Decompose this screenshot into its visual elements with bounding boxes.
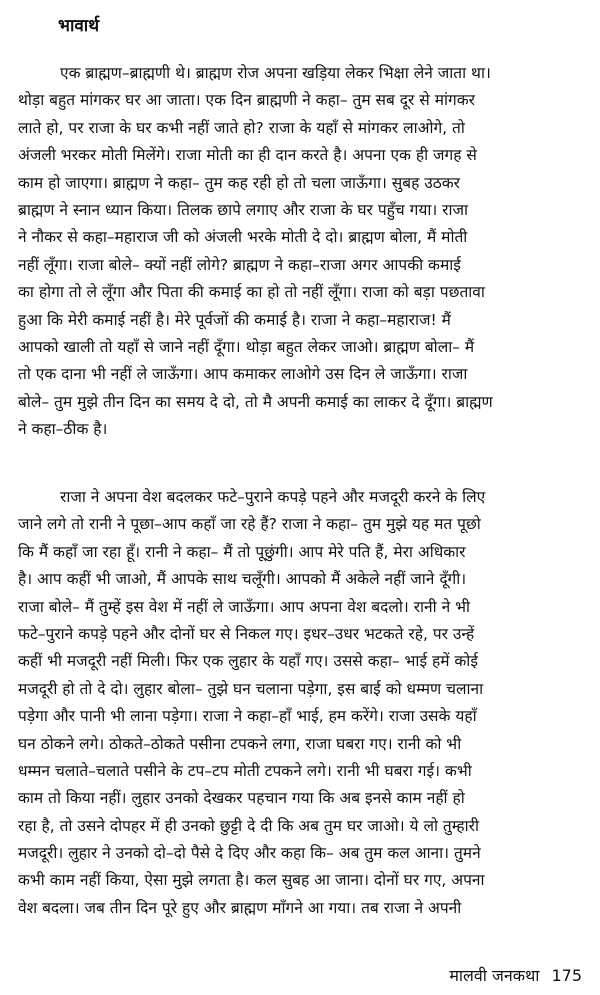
text-line: है। आप कहीं भी जाओ, मैं आपके साथ चलूँगी। आपको मैं अकेले नहीं जाने दूँगी।	[18, 570, 467, 589]
text-line: नहीं लूँगा। राजा बोले– क्यों नहीं लोगे? ब्राह्मण ने कहा–राजा अगर आपकी कमाई	[18, 255, 461, 274]
text-line: वेश बदला। जब तीन दिन पूरे हुए और ब्राह्मण माँगने आ गया। तब राजा ने अपनी	[18, 898, 462, 917]
text-line: धम्मन चलाते–चलाते पसीने के टप–टप मोती टपकने लगे। रानी भी घबरा गई। कभी	[18, 761, 472, 780]
text-line: काम तो किया नहीं। लुहार उनको देखकर पहचान गया कि अब इनसे काम नहीं हो	[18, 789, 465, 808]
text-line: फटे–पुराने कपड़े पहने और दोनों घर से निकल गए। इधर–उधर भटकते रहे, पर उन्हें	[18, 624, 475, 643]
section-heading: भावार्थ	[58, 16, 100, 36]
page-number: 175	[551, 966, 582, 985]
text-line: कि मैं कहाँ जा रहा हूँ। रानी ने कहा– मैं तो पूछुंगी। आप मेरे पति हैं, मेरा अधिकार	[18, 542, 466, 561]
text-line: कभी काम नहीं किया, ऐसा मुझे लगता है। कल सुबह आ जाना। दोनों घर गए, अपना	[18, 871, 485, 890]
text-line: एक ब्राह्मण–ब्राह्मणी थे। ब्राह्मण रोज अपना खड़िया लेकर भिक्षा लेने जाता था।	[60, 64, 491, 82]
paragraph-1	[18, 60, 584, 443]
text-line: जाने लगे तो रानी ने पूछा–आप कहाँ जा रहे हैं? राजा ने कहा– तुम मुझे यह मत पूछो	[18, 515, 481, 534]
text-line: मजदूरी। लुहार ने उनको दो–दो पैसे दे दिए और कहा कि– अब तुम कल आना। तुमने	[18, 844, 481, 863]
page-footer	[449, 966, 582, 986]
text-line: ने कहा–ठीक है।	[18, 420, 108, 439]
text-line: घन ठोकने लगे। ठोकते–ठोकते पसीना टपकने लगा, राजा घबरा गए। रानी को भी	[18, 734, 462, 753]
text-line: बोले– तुम मुझे तीन दिन का समय दे दो, तो मै अपनी कमाई का लाकर दे दूँगा। ब्राह्मण	[18, 392, 493, 411]
text-line: रहा है, तो उसने दोपहर में ही उनको छुट्टी दे दी कि अब तुम घर जाओ। ये लो तुम्हारी	[18, 816, 480, 835]
book-title: मालवी जनकथा	[449, 966, 540, 985]
text-line: थोड़ा बहुत मांगकर घर आ जाता। एक दिन ब्राह्मणी ने कहा– तुम सब दूर से मांगकर	[18, 91, 475, 110]
paragraph-2	[18, 484, 584, 922]
text-line: ने नौकर से कहा–महाराज जी को अंजली भरके मोती दे दो। ब्राह्मण बोला, मैं मोती	[18, 228, 468, 247]
text-line: हुआ कि मेरी कमाई नहीं है। मेरे पूर्वजों की कमाई है। राजा ने कहा–महाराज! मैं	[18, 310, 451, 329]
text-line: लाते हो, पर राजा के घर कभी नहीं जाते हो? राजा के यहाँ से मांगकर लाओगे, तो	[18, 118, 465, 137]
text-line: आपको खाली तो यहाँ से जाने नहीं दूँगा। थोड़ा बहुत लेकर जाओ। ब्राह्मण बोला– मैं	[18, 337, 475, 356]
text-line: काम हो जाएगा। ब्राह्मण ने कहा– तुम कह रही हो तो चला जाऊँगा। सुबह उठकर	[18, 173, 460, 192]
text-line: अंजली भरकर मोती मिलेंगे। राजा मोती का ही दान करते है। अपना एक ही जगह से	[18, 146, 477, 165]
text-line: मजदूरी हो तो दे दो। लुहार बोला– तुझे घन चलाना पड़ेगा, इस बाई को धम्मण चलाना	[18, 679, 484, 698]
text-line: का होगा तो ले लूँगा और पिता की कमाई का हो तो नहीं लूँगा। राजा को बड़ा पछतावा	[18, 283, 485, 302]
text-line: ब्राह्मण ने स्नान ध्यान किया। तिलक छापे लगाए और राजा के घर पहुँच गया। राजा	[18, 200, 469, 219]
text-line: पड़ेगा और पानी भी लाना पड़ेगा। राजा ने कहा–हाँ भाई, हम करेंगे। राजा उसके यहाँ	[18, 707, 477, 726]
text-line: राजा ने अपना वेश बदलकर फटे–पुराने कपड़े पहने और मजदूरी करने के लिए	[60, 488, 486, 506]
text-line: कहीं भी मजदूरी नहीं मिली। फिर एक लुहार के यहाँ गए। उससे कहा– भाई हमें कोई	[18, 652, 478, 671]
text-line: राजा बोले– मैं तुम्हें इस वेश में नहीं ले जाऊँगा। आप अपना वेश बदलो। रानी ने भी	[18, 597, 471, 616]
text-line: तो एक दाना भी नहीं ले जाऊँगा। आप कमाकर लाओगे उस दिन ले जाऊँगा। राजा	[18, 365, 468, 384]
